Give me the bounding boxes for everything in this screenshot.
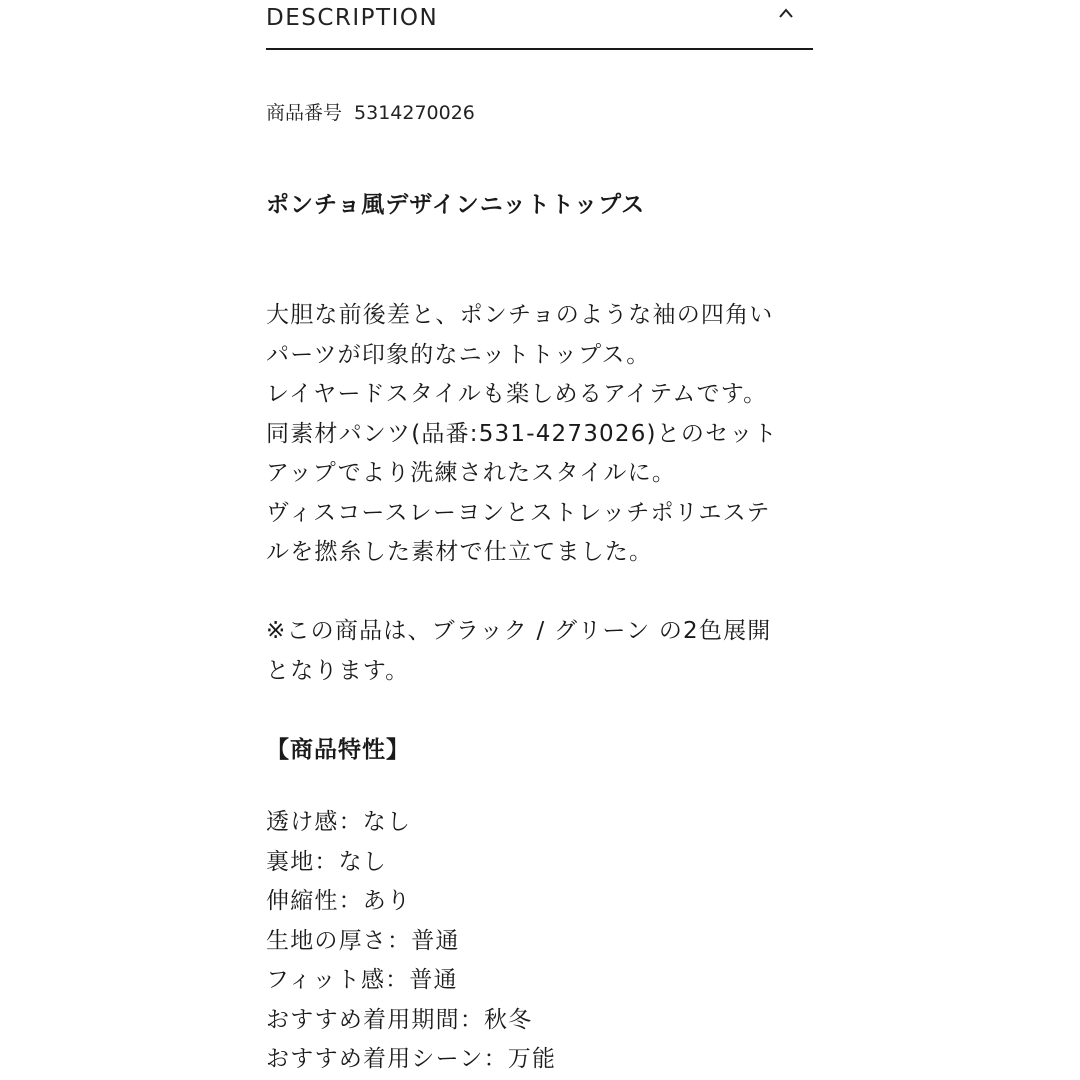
- feature-row: フィット感：普通: [266, 967, 458, 993]
- color-variation-note: [266, 612, 771, 691]
- description-line: レイヤードスタイルも楽しめるアイテムです。: [266, 381, 768, 407]
- description-section-header[interactable]: [266, 0, 813, 50]
- feature-row: 裏地：なし: [266, 848, 387, 875]
- description-line: アップでより洗練されたスタイルに。: [266, 460, 677, 486]
- product-number-value: 5314270026: [354, 102, 475, 124]
- description-line: ヴィスコースレーヨンとストレッチポリエステ: [266, 499, 771, 526]
- section-title: DESCRIPTION: [266, 5, 439, 31]
- feature-row: 生地の厚さ：普通: [266, 927, 460, 954]
- description-line: 同素材パンツ(品番:531-4273026)とのセット: [266, 420, 778, 447]
- description-line: 大胆な前後差と、ポンチョのような袖の四角い: [266, 302, 774, 328]
- chevron-up-icon[interactable]: [777, 6, 795, 20]
- description-line: ルを撚糸した素材で仕立てました。: [266, 539, 654, 565]
- feature-row: 透け感：なし: [266, 809, 412, 835]
- feature-row: おすすめ着用シーン：万能: [266, 1046, 557, 1072]
- features-list: [266, 803, 556, 1080]
- description-line: パーツが印象的なニットトップス。: [266, 341, 651, 368]
- product-number-label: 商品番号: [266, 102, 343, 124]
- features-heading: 【商品特性】: [266, 737, 410, 763]
- product-name: ポンチョ風デザインニットトップス: [266, 192, 646, 218]
- product-number: [266, 98, 475, 125]
- feature-row: おすすめ着用期間：秋冬: [266, 1006, 533, 1033]
- feature-row: 伸縮性：あり: [266, 888, 412, 914]
- description-panel: [266, 0, 813, 1072]
- product-description: [266, 296, 826, 573]
- note-line: となります。: [266, 657, 410, 684]
- note-line: ※この商品は、ブラック / グリーン の2色展開: [266, 618, 772, 644]
